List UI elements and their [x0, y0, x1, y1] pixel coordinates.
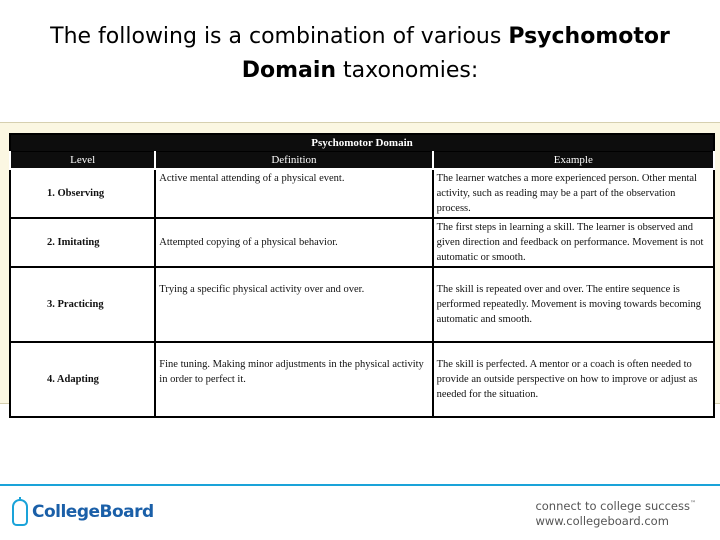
table-row — [10, 169, 714, 218]
definition-cell: Attempted copying of a physical behavior. — [155, 218, 432, 267]
slide-title — [0, 20, 720, 88]
definition-cell: Trying a specific physical activity over and over. — [155, 267, 432, 342]
title-line1: The following is a combination of various Psychomotor — [50, 24, 670, 49]
level-cell: 3. Practicing — [10, 267, 155, 342]
footer-divider — [0, 484, 720, 486]
footer-tagline — [535, 496, 696, 529]
example-cell: The learner watches a more experienced person. Other mental activity, such as reading may be a part of the observation process. — [433, 169, 714, 218]
definition-cell: Active mental attending of a physical event. — [155, 169, 432, 218]
website-url[interactable]: www.collegeboard.com — [535, 513, 669, 528]
column-header-example: Example — [433, 152, 714, 170]
level-cell: 1. Observing — [10, 169, 155, 218]
acorn-logo-icon — [10, 497, 30, 527]
definition-cell: Fine tuning. Making minor adjustments in the physical activity in order to perfect it. — [155, 342, 432, 417]
table-caption: Psychomotor Domain — [10, 134, 714, 152]
psychomotor-table — [9, 133, 715, 418]
title-line2: Domain taxonomies: — [241, 58, 479, 83]
table-row — [10, 267, 714, 342]
trademark-symbol: ™ — [690, 500, 696, 507]
level-cell: 2. Imitating — [10, 218, 155, 267]
collegeboard-logo — [10, 494, 154, 530]
table-row — [10, 218, 714, 267]
example-cell: The skill is perfected. A mentor or a coach is often needed to provide an outside perspective on how to improve or adjust as needed for the situation. — [433, 342, 714, 417]
tagline-text: connect to college success™ — [535, 498, 696, 513]
table-row — [10, 342, 714, 417]
column-header-level: Level — [10, 152, 155, 170]
example-cell: The first steps in learning a skill. The learner is observed and given direction and feedback on performance. Movement is not automatic or smooth. — [433, 218, 714, 267]
table-background — [0, 122, 720, 404]
example-cell: The skill is repeated over and over. The entire sequence is performed repeatedly. Movement is moving towards becoming automatic and smooth. — [433, 267, 714, 342]
level-cell: 4. Adapting — [10, 342, 155, 417]
logo-text: CollegeBoard — [32, 502, 154, 522]
column-header-definition: Definition — [155, 152, 432, 170]
